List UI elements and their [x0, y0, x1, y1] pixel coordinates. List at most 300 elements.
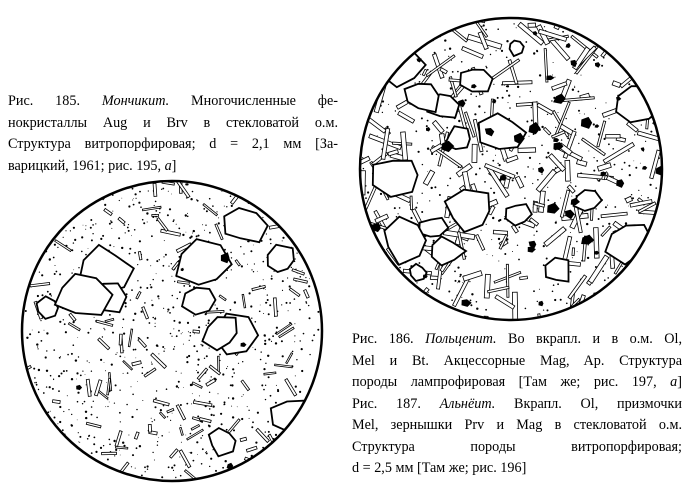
groundmass-dot — [276, 385, 277, 386]
microlite-prism — [661, 267, 666, 299]
groundmass-dot — [24, 400, 25, 401]
groundmass-dot — [644, 68, 646, 70]
groundmass-dot — [231, 406, 232, 407]
groundmass-dot — [137, 280, 138, 281]
groundmass-dot — [578, 110, 580, 112]
groundmass-dot — [371, 251, 373, 253]
groundmass-dot — [210, 380, 211, 381]
groundmass-dot — [85, 374, 86, 375]
groundmass-dot — [179, 291, 181, 293]
groundmass-dot — [255, 349, 257, 351]
groundmass-dot — [288, 187, 290, 189]
groundmass-dot — [237, 406, 238, 407]
groundmass-dot — [633, 161, 634, 162]
groundmass-dot — [660, 231, 662, 233]
groundmass-dot — [19, 260, 20, 261]
groundmass-dot — [158, 437, 159, 438]
groundmass-dot — [217, 183, 219, 185]
groundmass-dot — [169, 312, 171, 314]
groundmass-dot — [118, 184, 119, 185]
groundmass-dot — [101, 184, 102, 185]
groundmass-dot — [385, 36, 386, 37]
groundmass-dot — [252, 421, 254, 423]
groundmass-dot — [255, 321, 257, 323]
groundmass-dot — [87, 360, 88, 361]
microlite-prism — [373, 318, 383, 324]
groundmass-dot — [457, 71, 459, 73]
groundmass-dot — [324, 178, 326, 180]
groundmass-dot — [41, 340, 43, 342]
groundmass-dot — [321, 419, 323, 421]
groundmass-dot — [325, 342, 326, 344]
groundmass-dot — [271, 275, 272, 276]
groundmass-dot — [211, 414, 213, 416]
groundmass-dot — [620, 39, 621, 40]
groundmass-dot — [128, 205, 130, 207]
groundmass-dot — [144, 466, 146, 468]
microlite-prism — [52, 189, 55, 202]
groundmass-dot — [622, 59, 623, 60]
groundmass-dot — [222, 467, 224, 469]
groundmass-dot — [313, 391, 315, 393]
groundmass-dot — [94, 471, 96, 473]
microlite-prism — [516, 102, 532, 106]
groundmass-dot — [574, 87, 575, 88]
groundmass-dot — [110, 220, 111, 221]
groundmass-dot — [424, 25, 425, 26]
groundmass-dot — [407, 24, 409, 26]
groundmass-dot — [313, 247, 315, 249]
groundmass-dot — [99, 184, 100, 185]
microlite-prism — [601, 14, 608, 25]
groundmass-dot — [655, 21, 656, 22]
groundmass-dot — [146, 287, 148, 289]
groundmass-dot — [49, 293, 51, 295]
groundmass-dot — [593, 59, 595, 61]
groundmass-dot — [19, 396, 21, 398]
groundmass-dot — [407, 299, 409, 301]
groundmass-dot — [18, 410, 20, 412]
groundmass-dot — [662, 309, 664, 311]
groundmass-dot — [43, 392, 45, 394]
microlite-prism — [296, 177, 307, 185]
groundmass-dot — [126, 404, 128, 406]
microlite-prism — [81, 472, 94, 479]
groundmass-dot — [53, 379, 54, 380]
groundmass-dot — [292, 432, 293, 433]
groundmass-dot — [665, 52, 667, 54]
groundmass-dot — [191, 484, 193, 485]
groundmass-dot — [163, 256, 164, 257]
groundmass-dot — [153, 279, 154, 280]
groundmass-dot — [579, 321, 580, 322]
groundmass-dot — [31, 243, 33, 245]
groundmass-dot — [21, 282, 23, 284]
figure-number: Рис. 185. — [8, 93, 81, 109]
groundmass-dot — [238, 470, 240, 472]
groundmass-dot — [85, 417, 87, 419]
groundmass-dot — [60, 407, 61, 408]
groundmass-dot — [576, 15, 577, 16]
groundmass-dot — [519, 226, 521, 228]
caption-line: Mel, зернышки Prv и Mag в стекловатой о.м. — [352, 417, 682, 433]
groundmass-dot — [317, 311, 319, 313]
groundmass-dot — [302, 270, 303, 271]
groundmass-dot — [98, 469, 99, 470]
phenocryst — [460, 70, 493, 92]
groundmass-dot — [100, 359, 102, 361]
groundmass-dot — [299, 309, 301, 311]
groundmass-dot — [151, 300, 152, 301]
caption-text: варицкий, 1961; рис. 195, — [8, 157, 162, 174]
groundmass-dot — [636, 209, 638, 211]
groundmass-dot — [544, 26, 545, 27]
groundmass-dot — [449, 178, 451, 180]
groundmass-dot — [77, 469, 79, 471]
groundmass-dot — [578, 143, 579, 144]
groundmass-dot — [177, 298, 179, 300]
groundmass-dot — [374, 285, 376, 287]
groundmass-dot — [212, 205, 214, 207]
groundmass-dot — [512, 251, 513, 252]
groundmass-dot — [202, 448, 204, 450]
groundmass-dot — [398, 213, 399, 214]
groundmass-dot — [29, 206, 31, 208]
groundmass-dot — [311, 409, 313, 411]
groundmass-dot — [601, 318, 602, 319]
groundmass-dot — [446, 127, 448, 129]
groundmass-dot — [397, 286, 399, 288]
groundmass-dot — [131, 235, 132, 236]
groundmass-dot — [52, 234, 54, 236]
groundmass-dot — [42, 229, 44, 231]
groundmass-dot — [636, 65, 637, 66]
groundmass-dot — [525, 41, 527, 43]
groundmass-dot — [105, 406, 106, 407]
groundmass-dot — [253, 245, 254, 246]
groundmass-dot — [357, 78, 359, 80]
groundmass-dot — [531, 107, 532, 108]
microlite-prism — [356, 208, 365, 216]
groundmass-dot — [445, 19, 447, 21]
groundmass-dot — [75, 182, 76, 183]
groundmass-dot — [276, 457, 278, 459]
groundmass-dot — [106, 382, 107, 383]
groundmass-dot — [419, 81, 421, 83]
groundmass-dot — [478, 105, 480, 107]
groundmass-dot — [193, 230, 195, 232]
groundmass-dot — [287, 473, 288, 474]
groundmass-dot — [110, 190, 112, 192]
groundmass-dot — [547, 152, 549, 154]
groundmass-dot — [131, 466, 132, 467]
groundmass-dot — [102, 235, 104, 237]
groundmass-dot — [26, 475, 28, 477]
groundmass-dot — [271, 278, 273, 280]
groundmass-dot — [119, 200, 120, 201]
groundmass-dot — [516, 322, 518, 324]
groundmass-dot — [662, 151, 663, 152]
groundmass-dot — [292, 351, 294, 353]
groundmass-dot — [151, 418, 152, 419]
groundmass-dot — [100, 238, 102, 240]
groundmass-dot — [71, 414, 72, 415]
microlite-prism — [303, 197, 306, 214]
groundmass-dot — [197, 372, 199, 374]
caption-line: нокристаллы Aug и Brv в стекловатой о.м. — [8, 114, 338, 131]
groundmass-dot — [483, 24, 485, 26]
groundmass-dot — [614, 206, 616, 208]
microlite-prism — [225, 177, 240, 190]
groundmass-dot — [661, 197, 663, 199]
groundmass-dot — [140, 287, 142, 289]
groundmass-dot — [266, 233, 267, 234]
groundmass-dot — [142, 367, 143, 368]
groundmass-dot — [322, 309, 324, 311]
groundmass-dot — [100, 447, 102, 449]
groundmass-dot — [121, 247, 123, 249]
groundmass-dot — [90, 219, 92, 221]
groundmass-dot — [65, 331, 67, 333]
groundmass-dot — [133, 349, 135, 351]
groundmass-dot — [547, 199, 549, 201]
microlite-prism — [389, 28, 412, 60]
groundmass-dot — [80, 192, 82, 194]
groundmass-dot — [45, 221, 47, 223]
groundmass-dot — [151, 235, 153, 237]
groundmass-dot — [49, 386, 51, 388]
groundmass-dot — [578, 91, 580, 93]
groundmass-dot — [215, 470, 217, 472]
groundmass-dot — [635, 167, 637, 169]
groundmass-dot — [539, 163, 540, 164]
groundmass-dot — [553, 62, 554, 63]
groundmass-dot — [155, 406, 157, 408]
groundmass-dot — [123, 445, 125, 447]
groundmass-dot — [73, 227, 75, 229]
groundmass-dot — [325, 337, 327, 339]
groundmass-dot — [61, 373, 63, 375]
microlite-prism — [606, 135, 620, 139]
groundmass-dot — [607, 277, 609, 279]
groundmass-dot — [586, 315, 587, 316]
groundmass-dot — [59, 421, 61, 423]
groundmass-dot — [128, 230, 130, 232]
groundmass-dot — [606, 102, 607, 103]
groundmass-dot — [81, 251, 83, 253]
groundmass-dot — [426, 33, 428, 35]
groundmass-dot — [536, 50, 538, 52]
caption-line: d = 2,5 мм [Там же; рис. 196] — [352, 460, 527, 476]
groundmass-dot — [526, 121, 528, 123]
groundmass-dot — [80, 181, 81, 182]
groundmass-dot — [116, 185, 118, 187]
groundmass-dot — [485, 29, 487, 31]
groundmass-dot — [465, 99, 467, 101]
groundmass-dot — [475, 173, 477, 175]
groundmass-dot — [209, 232, 211, 234]
groundmass-dot — [92, 233, 93, 234]
groundmass-dot — [205, 452, 206, 453]
groundmass-dot — [97, 467, 98, 468]
groundmass-dot — [433, 240, 435, 242]
groundmass-dot — [149, 322, 151, 324]
groundmass-dot — [634, 72, 636, 74]
figure-number: Рис. 187. — [352, 395, 421, 412]
groundmass-dot — [292, 446, 293, 447]
groundmass-dot — [176, 224, 177, 225]
groundmass-dot — [361, 300, 363, 302]
groundmass-dot — [644, 270, 645, 271]
caption-text: ] — [171, 157, 177, 174]
groundmass-dot — [42, 235, 44, 237]
groundmass-dot — [287, 277, 288, 278]
groundmass-dot — [156, 390, 157, 391]
groundmass-dot — [645, 141, 646, 142]
groundmass-dot — [429, 320, 430, 321]
groundmass-dot — [265, 302, 267, 304]
groundmass-dot — [292, 237, 294, 239]
groundmass-dot — [485, 14, 486, 15]
caption-text: ] — [677, 374, 682, 390]
groundmass-dot — [651, 27, 652, 28]
groundmass-dot — [171, 194, 172, 195]
groundmass-dot — [584, 114, 585, 115]
groundmass-dot — [365, 36, 366, 37]
groundmass-dot — [314, 239, 316, 241]
groundmass-dot — [279, 222, 281, 224]
groundmass-dot — [612, 148, 614, 150]
groundmass-dot — [115, 384, 117, 386]
groundmass-dot — [154, 205, 155, 206]
groundmass-dot — [649, 77, 651, 79]
groundmass-dot — [181, 373, 182, 374]
groundmass-dot — [304, 420, 305, 421]
groundmass-dot — [25, 310, 27, 312]
caption-line — [352, 372, 682, 394]
groundmass-dot — [364, 94, 365, 95]
groundmass-dot — [152, 317, 154, 319]
groundmass-dot — [275, 342, 277, 344]
groundmass-dot — [527, 166, 529, 168]
groundmass-dot — [457, 282, 458, 283]
groundmass-dot — [156, 273, 157, 274]
groundmass-dot — [54, 417, 56, 419]
groundmass-dot — [233, 372, 235, 374]
groundmass-dot — [163, 351, 164, 352]
groundmass-dot — [46, 386, 47, 387]
groundmass-dot — [389, 282, 390, 283]
groundmass-dot — [469, 281, 470, 282]
groundmass-dot — [215, 304, 216, 305]
groundmass-dot — [254, 263, 255, 264]
groundmass-dot — [36, 343, 38, 345]
groundmass-dot — [115, 484, 116, 485]
groundmass-dot — [417, 300, 418, 301]
groundmass-dot — [57, 431, 59, 433]
groundmass-dot — [382, 100, 384, 102]
groundmass-dot — [416, 282, 417, 283]
groundmass-dot — [457, 267, 459, 269]
groundmass-dot — [225, 460, 227, 462]
groundmass-dot — [257, 412, 259, 414]
groundmass-dot — [200, 437, 202, 439]
groundmass-dot — [20, 416, 21, 417]
microlite-prism — [98, 468, 104, 485]
groundmass-dot — [155, 317, 156, 318]
groundmass-dot — [541, 126, 543, 128]
groundmass-dot — [120, 476, 121, 477]
caption-text: породы лампрофировая [Там же; рис. 197, — [352, 374, 657, 390]
groundmass-dot — [641, 124, 642, 125]
groundmass-dot — [167, 311, 168, 312]
groundmass-dot — [534, 235, 535, 236]
groundmass-dot — [170, 333, 172, 335]
microlite-prism — [361, 318, 381, 324]
groundmass-dot — [664, 309, 665, 310]
groundmass-dot — [365, 32, 367, 34]
groundmass-dot — [194, 333, 195, 334]
groundmass-dot — [546, 156, 548, 158]
groundmass-dot — [178, 177, 179, 178]
groundmass-dot — [107, 406, 108, 407]
groundmass-dot — [154, 460, 155, 461]
microlite-prism — [319, 247, 326, 251]
groundmass-dot — [297, 253, 298, 254]
groundmass-dot — [655, 73, 656, 74]
groundmass-dot — [190, 335, 192, 337]
groundmass-dot — [160, 409, 162, 411]
groundmass-dot — [470, 93, 472, 95]
groundmass-dot — [574, 73, 575, 74]
groundmass-dot — [190, 384, 192, 386]
groundmass-dot — [295, 386, 297, 388]
groundmass-dot — [533, 169, 534, 170]
groundmass-dot — [171, 467, 173, 469]
groundmass-dot — [532, 183, 533, 184]
groundmass-dot — [298, 230, 300, 232]
groundmass-dot — [162, 188, 164, 190]
groundmass-dot — [104, 204, 106, 206]
groundmass-dot — [154, 419, 155, 420]
groundmass-dot — [178, 381, 180, 383]
groundmass-dot — [451, 60, 452, 61]
groundmass-dot — [265, 363, 266, 364]
groundmass-dot — [173, 219, 175, 221]
groundmass-dot — [492, 255, 493, 256]
groundmass-dot — [317, 244, 318, 245]
microlite-prism — [373, 288, 390, 312]
groundmass-dot — [276, 476, 277, 477]
groundmass-dot — [240, 246, 241, 247]
groundmass-dot — [176, 335, 178, 337]
groundmass-dot — [410, 217, 412, 219]
groundmass-dot — [59, 180, 61, 182]
groundmass-dot — [88, 187, 89, 188]
groundmass-dot — [259, 311, 261, 313]
groundmass-dot — [49, 258, 51, 260]
groundmass-dot — [141, 311, 143, 313]
groundmass-dot — [19, 322, 21, 324]
groundmass-dot — [665, 303, 666, 304]
groundmass-dot — [189, 285, 191, 287]
groundmass-dot — [161, 435, 163, 437]
groundmass-dot — [167, 214, 169, 216]
groundmass-dot — [464, 243, 465, 244]
groundmass-dot — [150, 284, 151, 285]
groundmass-dot — [399, 267, 401, 269]
groundmass-dot — [275, 402, 277, 404]
